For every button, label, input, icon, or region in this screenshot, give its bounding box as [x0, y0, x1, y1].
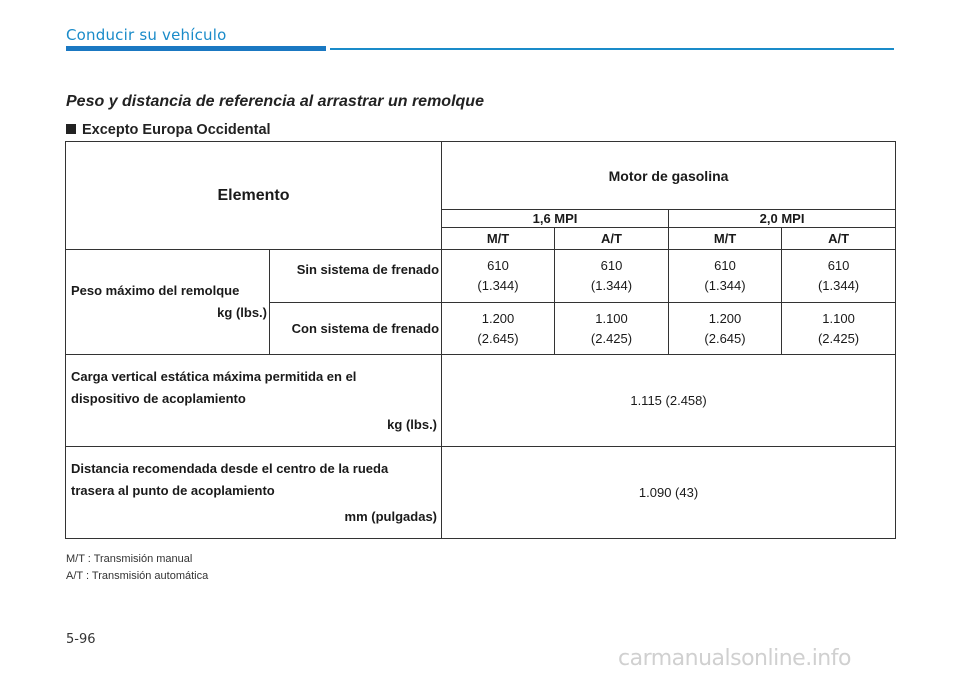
engine-type-header: Motor de gasolina: [442, 142, 896, 210]
table-cell: 1.100 (2.425): [782, 303, 896, 355]
table-cell: 1.100 (2.425): [555, 303, 669, 355]
vertical-load-label-line1: Carga vertical estática máxima permitida en el: [71, 368, 357, 384]
max-trailer-label: Peso máximo del remolque: [71, 283, 240, 298]
header-rule-thick: [66, 46, 326, 51]
max-trailer-unit: kg (lbs.): [217, 305, 267, 320]
table-cell: 1.200 (2.645): [442, 303, 555, 355]
element-header: Elemento: [66, 142, 442, 250]
with-brake-label: Con sistema de frenado: [270, 303, 442, 355]
max-trailer-label-cell: [66, 250, 270, 355]
footnote-at: A/T : Transmisión automática: [66, 570, 209, 582]
transmission-header: A/T: [782, 228, 896, 250]
table-cell: 610 (1.344): [555, 250, 669, 303]
vertical-load-value: 1.115 (2.458): [442, 355, 896, 447]
vertical-load-label-cell: [66, 355, 442, 447]
subsection-label: Excepto Europa Occidental: [82, 122, 271, 138]
distance-value: 1.090 (43): [442, 447, 896, 539]
distance-label-line2: trasera al punto de acoplamiento: [71, 482, 275, 498]
chapter-title: Conducir su vehículo: [66, 26, 227, 44]
distance-label-cell: [66, 447, 442, 539]
section-title: Peso y distancia de referencia al arrastrar un remolque: [66, 93, 484, 110]
table-cell: 1.200 (2.645): [669, 303, 782, 355]
engine-header-2: 2,0 MPI: [669, 210, 896, 228]
header-rule-thin: [330, 48, 894, 50]
square-bullet-icon: [66, 124, 76, 134]
transmission-header: M/T: [442, 228, 555, 250]
footnote-mt: M/T : Transmisión manual: [66, 553, 193, 565]
vertical-load-label-line2: dispositivo de acoplamiento: [71, 390, 246, 406]
watermark: carmanualsonline.info: [618, 646, 851, 671]
table-cell: 610 (1.344): [442, 250, 555, 303]
no-brake-label: Sin sistema de frenado: [270, 250, 442, 303]
distance-unit: mm (pulgadas): [344, 508, 438, 524]
subsection-title: [66, 122, 271, 138]
towing-spec-table: [65, 141, 896, 539]
page-number: 5-96: [66, 632, 96, 647]
engine-header-1: 1,6 MPI: [442, 210, 669, 228]
footnotes: [66, 551, 208, 585]
transmission-header: M/T: [669, 228, 782, 250]
table-cell: 610 (1.344): [782, 250, 896, 303]
table-cell: 610 (1.344): [669, 250, 782, 303]
vertical-load-unit: kg (lbs.): [387, 416, 438, 432]
distance-label-line1: Distancia recomendada desde el centro de la rueda: [71, 460, 389, 476]
transmission-header: A/T: [555, 228, 669, 250]
